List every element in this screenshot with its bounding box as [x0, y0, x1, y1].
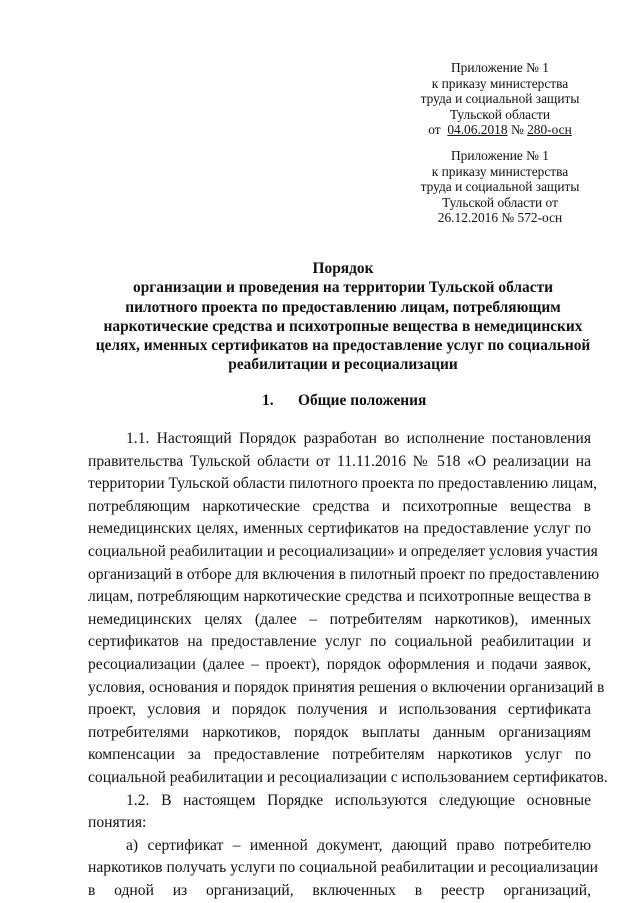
- appendix-line: к приказу министерства: [431, 75, 569, 91]
- paragraph-line: понятия:: [88, 814, 147, 832]
- paragraph-line: условия, основания и порядок принятия решения о включении организаций в: [88, 678, 605, 696]
- title-line: целях, именных сертификатов на предоставление услуг по социальной: [95, 337, 591, 355]
- paragraph-line: территории Тульской области пилотного проекта по предоставлению лицам,: [88, 475, 598, 493]
- appendix-date-line: [400, 122, 600, 138]
- title-line: Порядок: [312, 260, 374, 277]
- paragraph-line: 1.2. В настоящем Порядке используются следующие основные: [126, 791, 591, 809]
- section-title: Общие положения: [298, 392, 427, 409]
- section-number: 1.: [262, 392, 274, 409]
- body-text: [88, 428, 608, 902]
- paragraph-line: 1.1. Настоящий Порядок разработан во исполнение постановления: [126, 430, 591, 447]
- paragraph-line: социальной реабилитации и ресоциализации» и определяет условия участия: [88, 542, 598, 560]
- section-heading: [262, 391, 426, 410]
- paragraph-line: потребителями наркотиков, порядок выплаты данным организациям: [88, 723, 591, 741]
- title-line: реабилитации и ресоциализации: [228, 356, 458, 374]
- document-title: [88, 259, 598, 375]
- paragraph-line: потребляющим наркотические средства и психотропные вещества в: [88, 497, 591, 515]
- appendix-line: Приложение № 1: [450, 60, 550, 75]
- paragraph-line: компенсации за предоставление потребителям наркотиков услуг по: [88, 746, 591, 764]
- paragraph-line: наркотиков получать услуги по социальной реабилитации и ресоциализации: [88, 859, 599, 877]
- number-prefix: №: [510, 122, 524, 138]
- appendix-header-original: [400, 148, 600, 226]
- order-date: 04.06.2018: [447, 122, 508, 138]
- order-number: 280-осн: [527, 122, 572, 138]
- paragraph-line: лицам, потребляющим наркотические средства и психотропные вещества в: [88, 588, 591, 606]
- title-line: наркотические средства и психотропные вещества в немедицинских: [103, 317, 583, 335]
- paragraph-line: сертификатов на предоставление услуг по социальной реабилитации и: [88, 633, 591, 651]
- title-line: пилотного проекта по предоставлению лицам, потребляющим: [125, 298, 561, 316]
- paragraph-line: немедицинских целях (далее – потребителям наркотиков), именных: [88, 610, 591, 628]
- appendix-header-current: [400, 60, 600, 138]
- paragraph-line: правительства Тульской области от 11.11.2016 № 518 «О реализации на: [88, 452, 591, 470]
- paragraph-line: ресоциализации (далее – проект), порядок оформления и подачи заявок,: [88, 655, 591, 673]
- paragraph-line: а) сертификат – именной документ, дающий право потребителю: [126, 836, 591, 854]
- paragraph-line: организаций в отборе для включения в пилотный проект по предоставлению: [88, 565, 600, 583]
- paragraph-line: в одной из организаций, включенных в реестр организаций,: [88, 881, 591, 899]
- appendix-line: труда и социальной защиты: [420, 179, 580, 195]
- appendix-line: 26.12.2016 № 572-осн: [437, 210, 563, 226]
- appendix-line: Тульской области от: [442, 194, 558, 210]
- appendix-line: к приказу министерства: [431, 163, 569, 179]
- title-line: организации и проведения на территории Тульской области: [133, 279, 553, 297]
- date-prefix: от: [428, 122, 441, 138]
- appendix-line: Приложение № 1: [450, 148, 550, 163]
- paragraph-line: немедицинских целях, именных сертификатов на предоставление услуг по: [88, 520, 591, 538]
- paragraph-line: социальной реабилитации и ресоциализации с использованием сертификатов.: [88, 768, 608, 786]
- appendix-line: труда и социальной защиты: [420, 91, 580, 107]
- paragraph-line: проект, условия и порядок получения и использования сертификата: [88, 701, 591, 719]
- appendix-line: Тульской области: [449, 106, 551, 122]
